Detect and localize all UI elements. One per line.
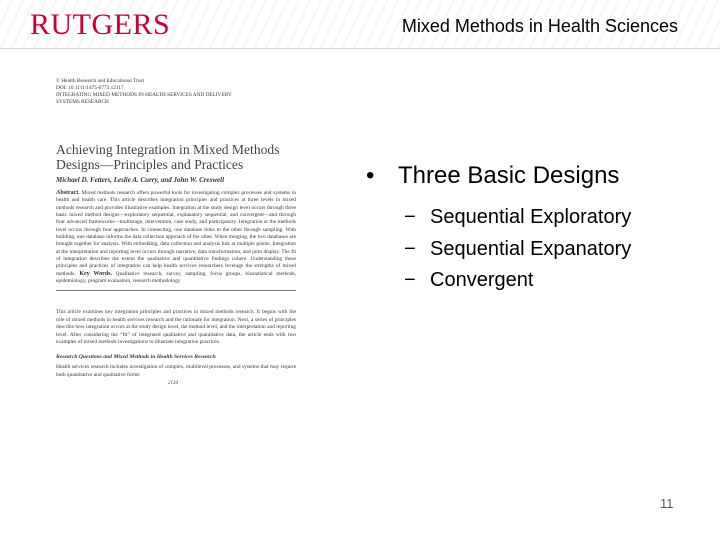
sub-bullet: [404, 265, 696, 297]
sub-bullet-text: Sequential Expanatory: [430, 237, 632, 260]
rutgers-logo: RUTGERS: [30, 8, 171, 41]
slide-title: Mixed Methods in Health Sciences: [401, 16, 678, 36]
abstract-text: Mixed methods research offers powerful tools for investigating complex processes and systems in health and health care. This article describes integration principles and practices at three levels in mixed methods research and provides illustrative examples. Integration at the study design level occurs through three basic mixed method designs—exploratory sequential, explanatory sequential, and convergent—and through four advanced frameworks—multistage, intervention, case study, and participatory. Integration at the methods level occurs through four approaches. In connecting, one database links to the other through sampling. With building, one database informs the data collection approach of the other. When merging, the two databases are brought together for analysis. With embedding, data collection and analysis link at multiple points. Integration at the interpretation and reporting level occurs through narrative, data transformation, and joint display. The fit of integration describes the extent the qualitative and quantitative findings cohere. Understanding these principles and practices of integration can help health services researchers leverage the strengths of mixed methods.: [56, 190, 296, 277]
bullet-list: [366, 162, 696, 297]
keywords-label: Key Words.: [79, 270, 112, 277]
sub-bullet-dash: −: [404, 237, 416, 260]
meta-line: SYSTEMS RESEARCH: [56, 99, 109, 105]
article-abstract: [56, 190, 296, 285]
article-title: Achieving Integration in Mixed Methods Designs—Principles and Practices: [56, 142, 280, 172]
article-section-text: Health services research includes investigation of complex, multilevel processes, and systems that may require both quantitative and qualitative forms: [56, 364, 296, 378]
header-rule: [0, 48, 720, 49]
abstract-label: Abstract.: [56, 190, 80, 196]
article-section-head: Research Questions and Mixed Methods in Health Services Research: [56, 354, 216, 361]
article-folio: 2134: [168, 380, 178, 386]
sub-bullet: [404, 234, 696, 266]
meta-line: © Health Research and Educational Trust: [56, 78, 145, 84]
slide-header: [0, 0, 720, 48]
main-bullet-text: Three Basic Designs: [398, 162, 620, 189]
meta-line: INTEGRATING MIXED METHODS IN HEALTH SERVICES AND DELIVERY: [56, 92, 232, 98]
sub-bullet-list: [404, 202, 696, 297]
article-image: [56, 78, 296, 498]
sub-bullet-text: Convergent: [430, 269, 534, 291]
article-authors: Michael D. Fetters, Leslie A. Curry, and John W. Creswell: [56, 176, 225, 184]
keywords-text: Qualitative research, survey, sampling, focus groups, biostatistical methods, epidemiology, program evaluation, research methodology: [56, 270, 296, 285]
article-rule: [56, 290, 296, 291]
sub-bullet-dash: −: [404, 206, 416, 228]
bullet-dot: •: [366, 162, 375, 189]
article-meta: [56, 78, 296, 106]
sub-bullet: [404, 202, 696, 234]
meta-line: DOI: 10.1111/1475-6773.12117: [56, 85, 124, 91]
sub-bullet-dash: −: [404, 269, 416, 291]
page-number: 11: [660, 496, 674, 511]
sub-bullet-text: Sequential Exploratory: [430, 206, 632, 228]
article-intro: This article examines key integration principles and practices in mixed methods research. It begins with the role of mixed methods in health services research and the rationale for integration. Next, a series of principles describe how integration occurs at the study design level, the method level, and the interpretation and reporting level. After considering the “fit” of integrated qualitative and quantitative data, the article ends with two examples of mixed methods investigations to illustrate integration practices.: [56, 309, 296, 345]
main-bullet: [366, 162, 696, 190]
